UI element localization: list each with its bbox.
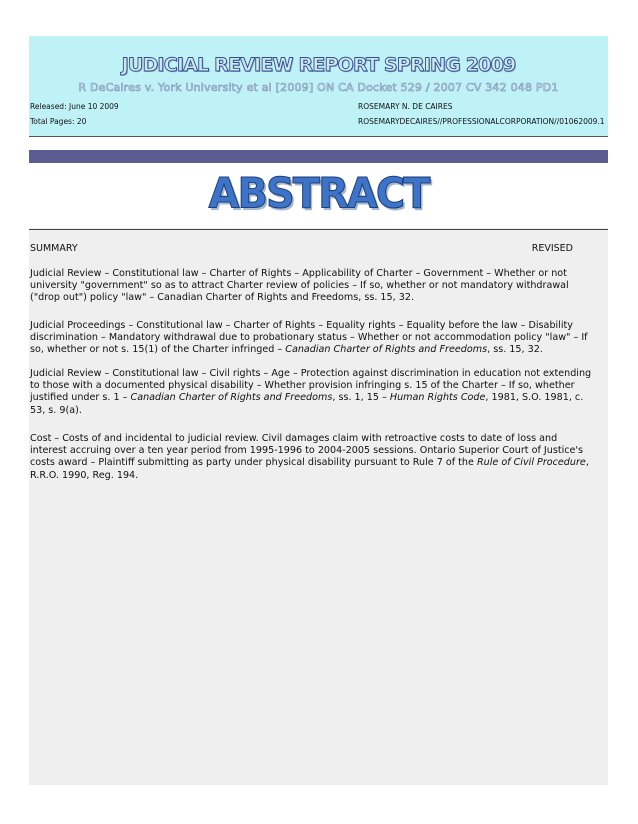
- abstract-paragraph-4: [30, 433, 596, 482]
- paragraph-text: Judicial Review – Constitutional law – Charter of Rights – Applicability of Charter – Government – Whether or not university "government" so as to attract Charter review of policies – If so, whether or not mandatory withdrawal ("drop out") policy "law" – Canadian Charter of Rights and Freedoms, ss. 15, 32.: [30, 268, 569, 304]
- abstract-paragraph-2: [30, 320, 596, 357]
- paragraph-text: , 1981, S.O. 1981, c. 53, s. 9(a).: [30, 392, 584, 416]
- abstract-heading: ABSTRACT: [208, 169, 429, 219]
- paragraph-text: , ss. 1, 15 –: [332, 392, 390, 404]
- abstract-paragraph-3: [30, 368, 596, 417]
- total-pages: Total Pages: 20: [30, 117, 87, 126]
- summary-label: SUMMARY: [30, 243, 78, 254]
- paragraph-text: , ss. 15, 32.: [487, 344, 543, 356]
- statute-title: Rule of Civil Procedure: [476, 457, 586, 469]
- paragraph-text: , R.R.O. 1990, Reg. 194.: [30, 457, 589, 481]
- paragraph-text: Judicial Review – Constitutional law – Civil rights – Age – Protection against discrimination in education not extending to those with a documented physical disability – Whether provision infringing s. 15 of the Charter – If so, whether justified under s. 1 –: [30, 368, 592, 404]
- report-title: JUDICIAL REVIEW REPORT SPRING 2009: [121, 54, 516, 76]
- paragraph-text: Judicial Proceedings – Constitutional law – Charter of Rights – Equality rights – Equality before the law – Disability discrimination – Mandatory withdrawal due to probationary status – Whether or not accommodation policy "law" – If so, whether or not s. 15(1) of the Charter infringed –: [30, 320, 588, 356]
- abstract-heading-area: [29, 163, 608, 228]
- statute-title: Human Rights Code: [389, 392, 486, 404]
- abstract-divider: [29, 229, 608, 230]
- release-date: Released: June 10 2009: [30, 102, 119, 111]
- author-name: ROSEMARY N. DE CAIRES: [358, 102, 453, 111]
- revised-label: REVISED: [531, 243, 573, 254]
- section-band: [29, 150, 608, 163]
- paragraph-text: Cost – Costs of and incidental to judicial review. Civil damages claim with retroactive costs to date of loss and interest accruing over a ten year period from 1995-1996 to 2004-2005 sessions. Ontario Superior Court of Justice's costs award – Plaintiff submitting as party under physical disability pursuant to Rule 7 of the: [30, 433, 584, 469]
- document-reference: ROSEMARYDECAIRES//PROFESSIONALCORPORATION//01062009.1: [358, 117, 605, 126]
- case-citation: R DeCaires v. York University et al [2009] ON CA Docket 529 / 2007 CV 342 048 PD1: [78, 81, 559, 94]
- abstract-paragraph-1: [30, 268, 596, 305]
- header-divider: [29, 136, 608, 137]
- statute-title: Canadian Charter of Rights and Freedoms: [285, 344, 488, 356]
- statute-title: Canadian Charter of Rights and Freedoms: [130, 392, 333, 404]
